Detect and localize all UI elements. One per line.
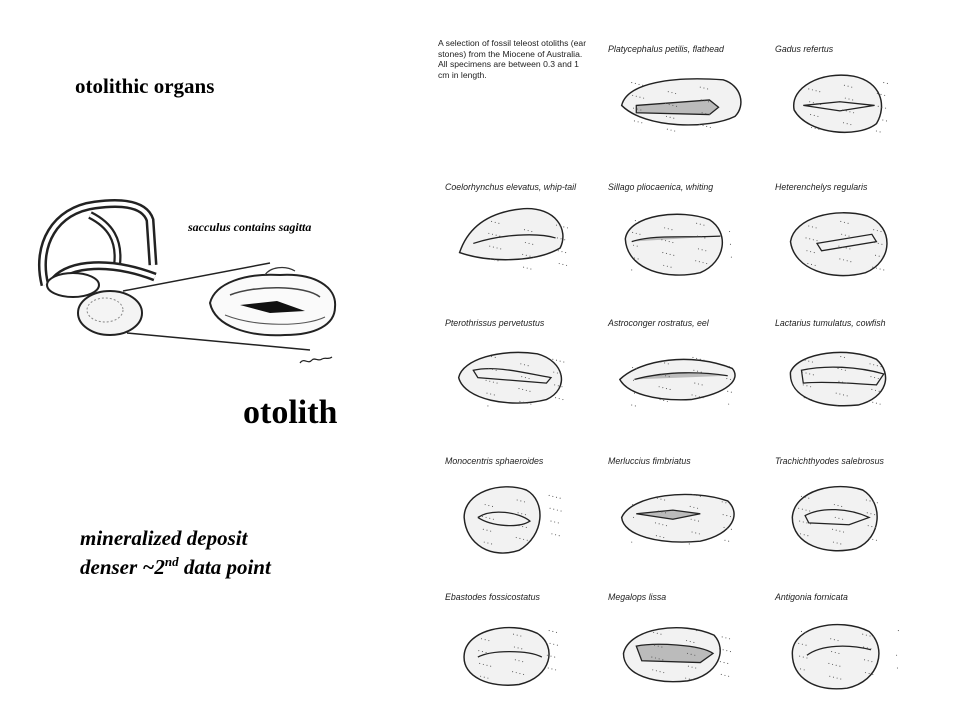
- slide-heading: otolithic organs: [75, 74, 215, 98]
- artist-signature: [300, 357, 332, 363]
- fossil-otolith-drawing: [785, 68, 913, 152]
- fossil-otolith-drawing: [455, 342, 583, 426]
- otolith-label: otolith: [243, 394, 338, 431]
- mineral-line-2: denser ~2nd data point: [80, 554, 271, 579]
- fossil-otolith-drawing: [785, 342, 913, 426]
- specimen-caption: Ebastodes fossicostatus: [445, 592, 540, 602]
- sacculus-note: sacculus contains sagitta: [188, 220, 312, 234]
- fossil-otolith-drawing: [618, 342, 746, 426]
- specimen-caption: Antigonia fornicata: [775, 592, 848, 602]
- specimen-caption: Pterothrissus pervetustus: [445, 318, 545, 328]
- fossil-otolith-drawing: [455, 480, 583, 564]
- specimen-caption: Coelorhynchus elevatus, whip-tail: [445, 182, 577, 192]
- specimen-caption: Heterenchelys regularis: [775, 182, 868, 192]
- inner-ear-illustration: [15, 185, 355, 375]
- fossil-otolith-drawing: [785, 480, 913, 564]
- fossil-otolith-drawing: [455, 616, 583, 700]
- plate-intro-text: A selection of fossil teleost otoliths (ear stones) from the Miocene of Australia. All specimens are between 0.3 and 1 cm in length.: [438, 38, 587, 80]
- fossil-otolith-drawing: [618, 480, 746, 564]
- mineralized-deposit-note: [80, 524, 271, 582]
- specimen-caption: Megalops lissa: [608, 592, 667, 602]
- mineral-line-1: mineralized deposit: [80, 526, 248, 550]
- fossil-otolith-drawing: [455, 206, 583, 290]
- specimen-caption: Gadus refertus: [775, 44, 834, 54]
- fossil-otolith-drawing: [618, 206, 746, 290]
- specimen-caption: Sillago pliocaenica, whiting: [608, 182, 714, 192]
- utricle: [47, 273, 99, 297]
- fossil-otolith-drawing: [785, 616, 913, 700]
- specimen-caption: Merluccius fimbriatus: [608, 456, 691, 466]
- specimen-caption: Trachichthyodes salebrosus: [775, 456, 884, 466]
- specimen-caption: Lactarius tumulatus, cowfish: [775, 318, 886, 328]
- specimen-caption: Astroconger rostratus, eel: [608, 318, 709, 328]
- fossil-otolith-drawing: [785, 206, 913, 290]
- specimen-caption: Monocentris sphaeroides: [445, 456, 544, 466]
- fossil-otolith-drawing: [618, 616, 746, 700]
- fossil-otolith-drawing: [618, 68, 746, 152]
- specimen-caption: Platycephalus petilis, flathead: [608, 44, 724, 54]
